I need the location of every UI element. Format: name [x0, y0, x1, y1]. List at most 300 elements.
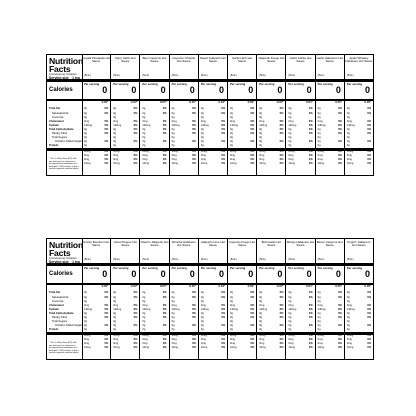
- vitamin-cell: 0mg 0%: [317, 158, 342, 161]
- nutrient-cell: 0mg 0%: [230, 120, 255, 123]
- vitamin-cell: 10mg 0%: [113, 162, 138, 165]
- nutrient-cell: 0mg 0%: [113, 304, 138, 307]
- nutrient-cell: 140mg 6%: [230, 124, 255, 127]
- product-column: [286, 55, 315, 175]
- nutrient-cell: 0g: [346, 144, 350, 147]
- nutrient-cell: 140mg 6%: [142, 124, 167, 127]
- nutrient-cell: 0g 0%: [346, 128, 372, 131]
- nutrient-cell: 0mg 0%: [84, 304, 109, 307]
- per-serving: Per serving: [113, 266, 129, 270]
- nutrient-cell: 0mg 0%: [200, 120, 226, 123]
- amount-unit: (5mL): [346, 258, 354, 261]
- nutrient-cell: 0g 0%: [346, 140, 372, 143]
- vitamin-cell: 10mg 0%: [259, 346, 284, 349]
- product-name: Bold Garlic Hot Sauce: [261, 240, 282, 248]
- vitamin-cell: 0mg 0%: [230, 154, 255, 157]
- vitamin-cell: 10mg 0%: [84, 346, 109, 349]
- nutrient-cell: 0mg 0%: [259, 304, 284, 307]
- product-name: Cayenne Chipotle Hot Sauce: [172, 56, 196, 64]
- product-name: Tequila Pineapple Hot Sauce: [82, 56, 111, 64]
- nutrient-cell: 0g: [171, 116, 175, 119]
- nutrient-cell: 140mg 6%: [84, 124, 109, 127]
- nutrient-cell: 0g: [317, 300, 321, 303]
- nutrient-cell: 0g: [259, 144, 263, 147]
- vitamin-cell: 10mg 0%: [288, 162, 313, 165]
- nutrient-cell: 0g 0%: [113, 128, 138, 131]
- nutrient-cell: 0g: [230, 320, 233, 323]
- product-name: Spicy Garlic Hot Sauce: [114, 56, 136, 64]
- label-title: Nutrition Facts: [49, 56, 83, 74]
- nutrient-cell: 0g 0%: [346, 296, 372, 299]
- nutrient-cell: 140mg 6%: [171, 124, 196, 127]
- nutrient-cell: 0g: [84, 300, 87, 303]
- nutrient-label: Includes Added Sugars: [55, 140, 83, 143]
- nutrient-cell: 140mg 6%: [259, 308, 284, 311]
- nutrient-cell: 0g 0%: [317, 107, 342, 110]
- product-column: [170, 55, 199, 175]
- nutrient-cell: 0g 0%: [317, 128, 342, 131]
- vitamin-cell: 0mg 0%: [142, 338, 167, 341]
- product-name: Beer Cayenne Hot Sauce: [142, 56, 167, 64]
- nutrient-cell: 0mg 0%: [142, 304, 167, 307]
- calories-value: 0: [277, 269, 283, 279]
- vitamin-cell: 10mg 0%: [230, 162, 255, 165]
- vitamin-cell: 10mg 0%: [142, 162, 167, 165]
- calories-value: 0: [189, 85, 195, 95]
- nutrient-cell: 0g 0%: [142, 324, 167, 327]
- nutrient-cell: 0g 0%: [142, 128, 167, 131]
- nutrient-label: Dietary Fiber: [52, 132, 68, 135]
- nutrient-cell: 0g: [259, 300, 263, 303]
- nutrient-cell: 0g 0%: [259, 312, 284, 315]
- per-serving: Per serving: [317, 266, 333, 270]
- product-column: [170, 239, 199, 359]
- servings-per-container: 4 servings per container: [49, 257, 77, 260]
- per-serving: Per serving: [113, 82, 129, 86]
- nutrient-cell: 0g 0%: [200, 291, 226, 294]
- vitamin-cell: 10mg 0%: [84, 162, 109, 165]
- dv-header: % DV*: [247, 102, 255, 104]
- vitamin-cell: 0mg 0%: [113, 154, 138, 157]
- nutrient-label: Total Carbohydrate: [49, 128, 74, 131]
- nutrient-cell: 0g 0%: [259, 291, 284, 294]
- nutrient-cell: 140mg 6%: [200, 308, 226, 311]
- nutrient-label: Includes Added Sugars: [55, 324, 83, 327]
- nutrient-cell: 0g 0%: [84, 324, 109, 327]
- vitamin-cell: 0mg 0%: [346, 342, 372, 345]
- nutrient-cell: 0g 0%: [230, 296, 255, 299]
- product-column: [199, 55, 228, 175]
- vitamin-cell: 10mg 0%: [230, 346, 255, 349]
- calories-value: 0: [219, 85, 225, 95]
- nutrient-label: Trans Fat: [52, 116, 64, 119]
- nutrient-cell: 0g: [142, 320, 146, 323]
- calories-label: Calories: [49, 271, 73, 277]
- amount-unit: (5mL): [346, 74, 354, 77]
- nutrient-cell: 0mg 0%: [142, 120, 167, 123]
- vitamin-cell: 0mg 0%: [230, 338, 255, 341]
- vitamin-cell: 0mg 0%: [113, 338, 138, 341]
- nutrient-cell: 0g: [113, 144, 117, 147]
- vitamin-cell: 0mg 0%: [288, 158, 313, 161]
- nutrient-cell: 0g 0%: [230, 324, 255, 327]
- nutrient-cell: 0mg 0%: [317, 120, 342, 123]
- calories-value: 0: [306, 85, 312, 95]
- dv-header: % DV*: [335, 102, 342, 104]
- nutrient-cell: 0g 0%: [113, 140, 138, 143]
- nutrient-cell: 0g 0%: [288, 112, 313, 115]
- vitamin-cell: 0mcg 0%: [84, 334, 109, 337]
- vitamin-cell: 0mg 0%: [259, 342, 284, 345]
- amount-unit: (5mL): [259, 74, 266, 77]
- nutrient-cell: 0g 0%: [317, 324, 342, 327]
- nutrient-cell: 140mg 6%: [113, 308, 138, 311]
- nutrient-label: Total Carbohydrate: [49, 312, 74, 315]
- dv-header: % DV*: [101, 102, 109, 104]
- nutrient-cell: 0g 0%: [171, 316, 196, 319]
- nutrient-cell: 0g 0%: [317, 312, 342, 315]
- nutrient-cell: 140mg 6%: [346, 124, 372, 127]
- nutrient-cell: 0g: [142, 116, 146, 119]
- dv-header: % DV*: [276, 102, 284, 104]
- calories-value: 0: [219, 269, 225, 279]
- nutrient-cell: 0g 0%: [288, 324, 313, 327]
- nutrient-cell: 0g 0%: [200, 112, 226, 115]
- vitamin-cell: 0mg 0%: [84, 158, 109, 161]
- nutrient-label: Total Sugars: [52, 136, 67, 139]
- vitamin-cell: 0mcg 0%: [346, 150, 372, 153]
- nutrient-cell: 0g: [288, 328, 292, 331]
- nutrient-cell: 0g 0%: [142, 291, 167, 294]
- vitamin-cell: 0mg 0%: [346, 158, 372, 161]
- nutrient-cell: 0g: [346, 328, 350, 331]
- nutrient-cell: 0g 0%: [142, 312, 167, 315]
- per-serving: Per serving: [84, 266, 100, 270]
- amount-unit: (5mL): [288, 74, 296, 77]
- nutrient-label: Dietary Fiber: [52, 316, 68, 319]
- nutrient-cell: 140mg 6%: [200, 124, 226, 127]
- product-name: Smoky Bourbon Hot Sauce: [83, 240, 110, 248]
- nutrient-cell: 0g 0%: [288, 132, 313, 135]
- product-column: [316, 239, 345, 359]
- nutrient-cell: 0g: [230, 144, 233, 147]
- nutrient-cell: 0g: [200, 136, 204, 139]
- product-name: Cayenne Fuego Hot Sauce: [229, 240, 256, 248]
- amount-unit: (5mL): [230, 74, 237, 77]
- vitamin-cell: 10mg 0%: [200, 162, 226, 165]
- vitamin-cell: 0mg 0%: [84, 338, 109, 341]
- calories-value: 0: [102, 269, 108, 279]
- nutrient-cell: 0g: [113, 328, 117, 331]
- product-name: Jalapeño Lime Hot Sauce: [200, 240, 225, 248]
- calories-value: 0: [248, 85, 254, 95]
- nutrient-label: Trans Fat: [52, 300, 64, 303]
- calories-value: 0: [306, 269, 312, 279]
- nutrient-cell: 0g 0%: [346, 132, 372, 135]
- nutrient-cell: 0g: [84, 144, 87, 147]
- nutrient-label: Total Fat: [49, 107, 60, 110]
- nutrient-cell: 0g 0%: [259, 112, 284, 115]
- nutrient-cell: 0mg 0%: [346, 120, 372, 123]
- nutrient-cell: 0g: [288, 136, 292, 139]
- nutrient-label: Cholesterol: [49, 120, 64, 123]
- amount-unit: (5mL): [84, 74, 91, 77]
- nutrient-cell: 0g 0%: [200, 128, 226, 131]
- vitamin-cell: 0mcg 0%: [259, 334, 284, 337]
- amount-unit: (5mL): [230, 258, 237, 261]
- vitamin-cell: 10mg 0%: [200, 346, 226, 349]
- vitamin-cell: 0mg 0%: [84, 154, 109, 157]
- nutrient-cell: 0g 0%: [230, 312, 255, 315]
- per-serving: Per serving: [259, 82, 275, 86]
- calories-value: 0: [335, 269, 341, 279]
- nutrient-cell: 0mg 0%: [288, 304, 313, 307]
- product-name: Sriracha Habanero Hot Sauce: [171, 240, 196, 248]
- nutrient-cell: 0g 0%: [113, 107, 138, 110]
- product-name: Sweet Jalapeño Hot Sauce: [199, 56, 226, 64]
- nutrient-cell: 0g 0%: [171, 132, 196, 135]
- nutrient-cell: 0g 0%: [288, 128, 313, 131]
- vitamin-cell: 10mg 0%: [317, 346, 342, 349]
- amount-unit: (5mL): [142, 74, 150, 77]
- nutrient-label: Total Sugars: [52, 320, 67, 323]
- vitamin-cell: 0mg 0%: [346, 338, 372, 341]
- product-column: [316, 55, 345, 175]
- vitamin-cell: 0mg 0%: [142, 342, 167, 345]
- nutrient-cell: 0g 0%: [259, 140, 284, 143]
- nutrient-cell: 0mg 0%: [230, 304, 255, 307]
- vitamin-cell: 0mcg 0%: [317, 150, 342, 153]
- vitamin-cell: 0mg 0%: [200, 342, 226, 345]
- nutrient-cell: 0g 0%: [317, 316, 342, 319]
- nutrient-cell: 0g: [84, 136, 87, 139]
- nutrient-label: Protein: [49, 328, 59, 331]
- nutrient-cell: 0g 0%: [288, 316, 313, 319]
- nutrient-cell: 140mg 6%: [142, 308, 167, 311]
- nutrient-cell: 140mg 6%: [259, 124, 284, 127]
- product-column: [345, 55, 373, 175]
- vitamin-cell: 0mg 0%: [288, 342, 313, 345]
- nutrient-cell: 0g 0%: [288, 140, 313, 143]
- nutrient-cell: 0g 0%: [84, 291, 109, 294]
- nutrient-cell: 0g 0%: [84, 112, 109, 115]
- nutrient-cell: 0g 0%: [200, 140, 226, 143]
- product-column: [199, 239, 228, 359]
- per-serving: Per serving: [317, 82, 333, 86]
- nutrient-cell: 0g 0%: [288, 296, 313, 299]
- vitamin-cell: 0mg 0%: [171, 154, 196, 157]
- product-name: Cilantro Jalapeño Hot Sauce: [140, 240, 169, 248]
- vitamin-cell: 0mcg 0%: [317, 334, 342, 337]
- vitamin-cell: 0mg 0%: [317, 154, 342, 157]
- vitamin-cell: 0mg 0%: [142, 154, 167, 157]
- nutrient-cell: 0g 0%: [230, 107, 255, 110]
- footnote: * The % Daily Value (DV) tells you how much a nutrient in a serving of food contributes to a daily diet. 2,000 calories a day is used for general nutrition advice.: [49, 158, 80, 170]
- nutrient-cell: 0g: [230, 300, 233, 303]
- nutrient-cell: 0mg 0%: [200, 304, 226, 307]
- nutrient-cell: 0g 0%: [171, 107, 196, 110]
- product-column: [140, 55, 169, 175]
- vitamin-cell: 0mcg 0%: [171, 334, 196, 337]
- calories-value: 0: [189, 269, 195, 279]
- nutrient-cell: 0mg 0%: [259, 120, 284, 123]
- per-serving: Per serving: [142, 82, 158, 86]
- nutrient-cell: 140mg 6%: [288, 308, 313, 311]
- nutrient-cell: 0g 0%: [200, 316, 226, 319]
- label-side: [47, 55, 83, 175]
- nutrient-cell: 0g: [171, 320, 175, 323]
- nutrient-cell: 0mg 0%: [288, 120, 313, 123]
- dv-header: % DV*: [130, 102, 138, 104]
- vitamin-cell: 0mg 0%: [200, 338, 226, 341]
- nutrient-cell: 0g: [113, 300, 117, 303]
- product-name: Jalapeño Fuego Hot Sauce: [258, 56, 285, 64]
- amount-unit: (5mL): [317, 74, 325, 77]
- nutrient-cell: 0g 0%: [288, 312, 313, 315]
- vitamin-cell: 10mg 0%: [288, 346, 313, 349]
- vitamin-cell: 10mg 0%: [346, 162, 372, 165]
- dv-header: % DV*: [305, 102, 313, 104]
- nutrient-cell: 0g 0%: [113, 316, 138, 319]
- dv-header: % DV*: [189, 286, 196, 288]
- calories-label: Calories: [49, 87, 73, 93]
- product-column: [140, 239, 169, 359]
- dv-header: % DV*: [218, 102, 226, 104]
- product-column: [228, 55, 257, 175]
- per-serving: Per serving: [346, 82, 363, 86]
- nutrient-cell: 0g: [317, 328, 321, 331]
- dv-header: % DV*: [130, 286, 138, 288]
- product-column: [82, 239, 111, 359]
- nutrient-cell: 0g: [288, 320, 292, 323]
- nutrient-cell: 0g 0%: [84, 140, 109, 143]
- dv-header: % DV*: [364, 102, 372, 104]
- vitamin-cell: 0mcg 0%: [171, 150, 196, 153]
- calories-value: 0: [160, 269, 166, 279]
- nutrient-cell: 0g 0%: [346, 324, 372, 327]
- product-column: [257, 55, 286, 175]
- label-title: Nutrition Facts: [49, 240, 83, 258]
- nutrient-cell: 0g: [171, 144, 175, 147]
- nutrient-cell: 0g 0%: [113, 312, 138, 315]
- nutrient-cell: 0g 0%: [288, 107, 313, 110]
- dv-header: % DV*: [101, 286, 109, 288]
- vitamin-cell: 0mg 0%: [171, 338, 196, 341]
- nutrient-cell: 140mg 6%: [346, 308, 372, 311]
- nutrient-cell: 140mg 6%: [317, 308, 342, 311]
- vitamin-cell: 0mg 0%: [113, 158, 138, 161]
- product-column: [345, 239, 373, 359]
- nutrient-cell: 0g 0%: [230, 316, 255, 319]
- vitamin-cell: 0mg 0%: [317, 338, 342, 341]
- vitamin-cell: 0mcg 0%: [113, 150, 138, 153]
- amount-unit: (5mL): [200, 258, 208, 261]
- vitamin-cell: 0mg 0%: [259, 158, 284, 161]
- per-serving: Per serving: [288, 82, 304, 86]
- nutrient-cell: 0g: [113, 116, 117, 119]
- nutrient-cell: 0g 0%: [142, 112, 167, 115]
- nutrient-cell: 0g 0%: [259, 128, 284, 131]
- product-column: [286, 239, 315, 359]
- nutrient-cell: 0g: [346, 320, 350, 323]
- product-name: Mango Habanero Hot Sauce: [286, 240, 315, 248]
- per-serving: Per serving: [230, 266, 246, 270]
- nutrient-cell: 0g: [171, 136, 175, 139]
- nutrient-cell: 0g: [259, 320, 263, 323]
- vitamin-cell: 0mg 0%: [171, 342, 196, 345]
- nutrient-cell: 0g: [346, 116, 350, 119]
- nutrient-cell: 0g 0%: [113, 112, 138, 115]
- calories-value: 0: [365, 85, 371, 95]
- product-name: Garlic Herb Hot Sauce: [232, 56, 253, 64]
- vitamin-cell: 10mg 0%: [171, 346, 196, 349]
- nutrient-label: Protein: [49, 144, 59, 147]
- vitamin-cell: 10mg 0%: [142, 346, 167, 349]
- nutrient-cell: 0mg 0%: [346, 304, 372, 307]
- vitamin-cell: 0mg 0%: [259, 154, 284, 157]
- vitamin-cell: 10mg 0%: [171, 162, 196, 165]
- nutrient-cell: 0g: [200, 144, 204, 147]
- nutrient-cell: 0g 0%: [142, 132, 167, 135]
- nutrient-cell: 0g 0%: [171, 324, 196, 327]
- amount-unit: (5mL): [113, 258, 120, 261]
- nutrient-label: Saturated Fat: [52, 296, 69, 299]
- nutrient-label: Total Fat: [49, 291, 60, 294]
- vitamin-cell: 0mcg 0%: [288, 334, 313, 337]
- vitamin-cell: 10mg 0%: [346, 346, 372, 349]
- nutrient-cell: 0g 0%: [200, 296, 226, 299]
- nutrient-cell: 0g 0%: [230, 140, 255, 143]
- product-column: [228, 239, 257, 359]
- nutrient-cell: 0g: [259, 116, 263, 119]
- nutrient-cell: 0g 0%: [113, 132, 138, 135]
- nutrient-cell: 140mg 6%: [317, 124, 342, 127]
- vitamin-cell: 0mcg 0%: [142, 334, 167, 337]
- per-serving: Per serving: [259, 266, 275, 270]
- vitamin-cell: 0mg 0%: [200, 158, 226, 161]
- vitamin-cell: 0mcg 0%: [230, 150, 255, 153]
- per-serving: Per serving: [346, 266, 363, 270]
- calories-value: 0: [335, 85, 341, 95]
- nutrient-cell: 0g 0%: [113, 291, 138, 294]
- nutrient-cell: 0g 0%: [84, 316, 109, 319]
- nutrient-cell: 0g 0%: [259, 132, 284, 135]
- product-name: Garlic Habanero Hot Sauce: [316, 56, 343, 64]
- nutrient-cell: 0mg 0%: [317, 304, 342, 307]
- vitamin-cell: 0mg 0%: [84, 342, 109, 345]
- dv-header: % DV*: [159, 286, 167, 288]
- nutrient-cell: 0g 0%: [317, 140, 342, 143]
- vitamin-cell: 0mg 0%: [171, 158, 196, 161]
- nutrient-cell: 0g 0%: [200, 312, 226, 315]
- product-column: [82, 55, 111, 175]
- nutrient-cell: 0g: [142, 328, 146, 331]
- vitamin-cell: 0mg 0%: [288, 154, 313, 157]
- amount-unit: (5mL): [142, 258, 150, 261]
- nutrient-cell: 0g 0%: [171, 312, 196, 315]
- nutrient-cell: 0g: [230, 136, 233, 139]
- product-column: [257, 239, 286, 359]
- product-name: Garlic Adobo Hot Sauce: [289, 56, 312, 64]
- amount-unit: (5mL): [259, 258, 266, 261]
- per-serving: Per serving: [200, 82, 217, 86]
- nutrient-cell: 0g: [84, 328, 87, 331]
- nutrient-cell: 140mg 6%: [288, 124, 313, 127]
- nutrient-cell: 0g 0%: [288, 291, 313, 294]
- product-column: [111, 239, 140, 359]
- calories-value: 0: [102, 85, 108, 95]
- nutrient-cell: 0g 0%: [171, 112, 196, 115]
